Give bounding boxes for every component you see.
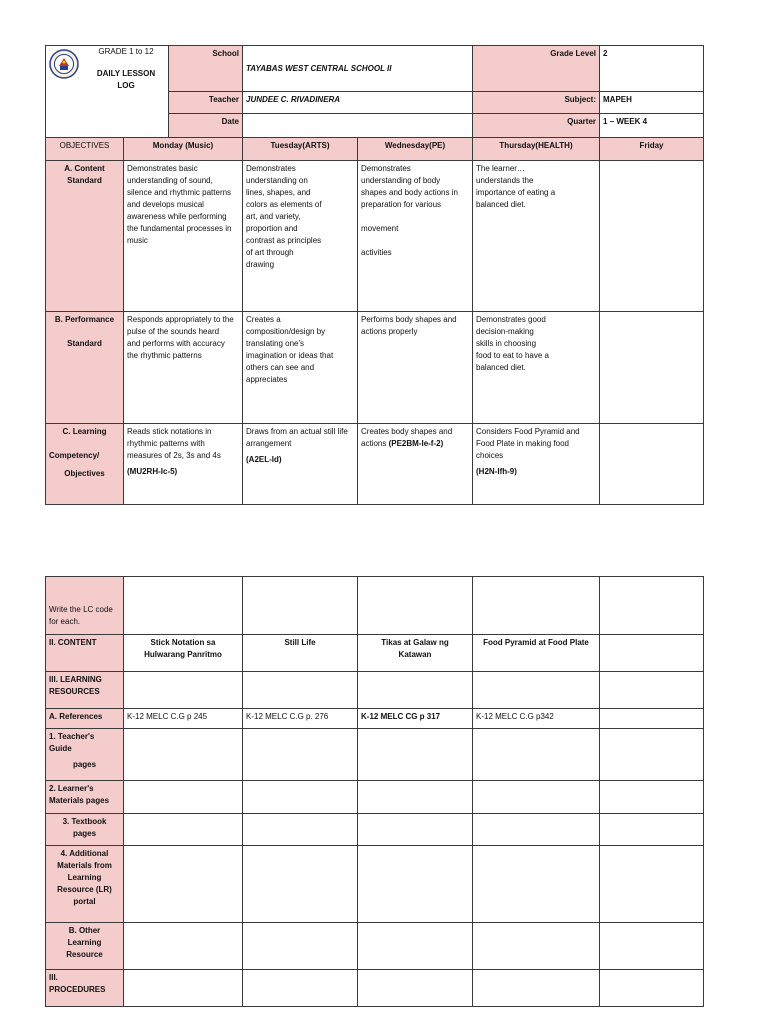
lc-code-label: Write the LC code for each.: [46, 577, 124, 635]
learning-competency-tuesday: Draws from an actual still life arrangement (A2EL-Id): [243, 424, 358, 505]
content-wednesday: Tikas at Galaw ng Katawan: [358, 635, 473, 672]
teacher-label: Teacher: [169, 92, 243, 114]
references-label: A. References: [46, 709, 124, 729]
learning-resources-label: III. LEARNING RESOURCES: [46, 672, 124, 709]
school-value: TAYABAS WEST CENTRAL SCHOOL II: [243, 46, 473, 92]
textbook-pages-label: 3. Textbook pages: [46, 814, 124, 846]
learning-competency-thursday: Considers Food Pyramid and Food Plate in making food choices (H2N-Ifh-9): [473, 424, 600, 505]
col-wednesday: Wednesday(PE): [358, 138, 473, 161]
col-monday: Monday (Music): [124, 138, 243, 161]
lc-code-wednesday: [358, 577, 473, 635]
col-thursday: Thursday(HEALTH): [473, 138, 600, 161]
lc-code-tuesday: [243, 577, 358, 635]
lesson-log-table-1: [45, 45, 704, 505]
quarter-value: 1 – WEEK 4: [600, 114, 704, 138]
references-thursday: K-12 MELC C.G p342: [473, 709, 600, 729]
performance-standard-thursday: Demonstrates good decision-making skills in choosing food to eat to have a balanced diet.: [473, 312, 600, 424]
content-tuesday: Still Life: [243, 635, 358, 672]
header-logo-cell: [46, 46, 169, 138]
performance-standard-tuesday: Creates a composition/design by translating one's imagination or ideas that others can see and appreciates: [243, 312, 358, 424]
date-value: [243, 114, 473, 138]
quarter-label: Quarter: [473, 114, 600, 138]
date-label: Date: [169, 114, 243, 138]
content-standard-tuesday: Demonstrates understanding on lines, shapes, and colors as elements of art, and variety, proportion and contrast as principles of art through drawing: [243, 161, 358, 312]
references-monday: K-12 MELC C.G p 245: [124, 709, 243, 729]
col-tuesday: Tuesday(ARTS): [243, 138, 358, 161]
references-wednesday: K-12 MELC CG p 317: [358, 709, 473, 729]
school-label: School: [169, 46, 243, 92]
col-objectives: OBJECTIVES: [46, 138, 124, 161]
procedures-label: III. PROCEDURES: [46, 970, 124, 1007]
content-standard-friday: [600, 161, 704, 312]
lc-code-thursday: [473, 577, 600, 635]
learning-competency-wednesday: Creates body shapes and actions (PE2BM-Ie-f-2): [358, 424, 473, 505]
learning-competency-label: C. Learning Competency/ Objectives: [46, 424, 124, 505]
deped-seal-icon: [49, 49, 79, 79]
content-standard-monday: Demonstrates basic understanding of sound, silence and rhythmic patterns and develops musical awareness while performing the fundamental processes in music: [124, 161, 243, 312]
additional-materials-label: 4. Additional Materials from Learning Resource (LR) portal: [46, 846, 124, 923]
learners-materials-label: 2. Learner's Materials pages: [46, 781, 124, 814]
learning-competency-monday: Reads stick notations in rhythmic patterns with measures of 2s, 3s and 4s (MU2RH-Ic-5): [124, 424, 243, 505]
performance-standard-monday: Responds appropriately to the pulse of the sounds heard and performs with accuracy the rhythmic patterns: [124, 312, 243, 424]
references-tuesday: K-12 MELC C.G p. 276: [243, 709, 358, 729]
performance-standard-friday: [600, 312, 704, 424]
performance-standard-wednesday: Performs body shapes and actions properly: [358, 312, 473, 424]
performance-standard-label: B. Performance Standard: [46, 312, 124, 424]
lc-code-monday: [124, 577, 243, 635]
subject-label: Subject:: [473, 92, 600, 114]
learning-competency-friday: [600, 424, 704, 505]
grade-range: GRADE 1 to 12: [98, 47, 154, 56]
content-standard-label: A. Content Standard: [46, 161, 124, 312]
content-friday: [600, 635, 704, 672]
references-friday: [600, 709, 704, 729]
content-section-label: II. CONTENT: [46, 635, 124, 672]
grade-level-value: 2: [600, 46, 704, 92]
grade-level-label: Grade Level: [473, 46, 600, 92]
teacher-value: JUNDEE C. RIVADINERA: [243, 92, 473, 114]
content-standard-wednesday: Demonstrates understanding of body shapes and body actions in preparation for various movement activities: [358, 161, 473, 312]
lc-code-friday: [600, 577, 704, 635]
log-title-line2: LOG: [117, 81, 135, 90]
content-monday: Stick Notation sa Hulwarang Panritmo: [124, 635, 243, 672]
other-learning-resource-label: B. Other Learning Resource: [46, 923, 124, 970]
content-thursday: Food Pyramid at Food Plate: [473, 635, 600, 672]
log-title-line1: DAILY LESSON: [96, 69, 156, 78]
lesson-log-table-2: [45, 576, 704, 1007]
teachers-guide-label: 1. Teacher's Guide pages: [46, 729, 124, 781]
col-friday: Friday: [600, 138, 704, 161]
content-standard-thursday: The learner… understands the importance of eating a balanced diet.: [473, 161, 600, 312]
subject-value: MAPEH: [600, 92, 704, 114]
